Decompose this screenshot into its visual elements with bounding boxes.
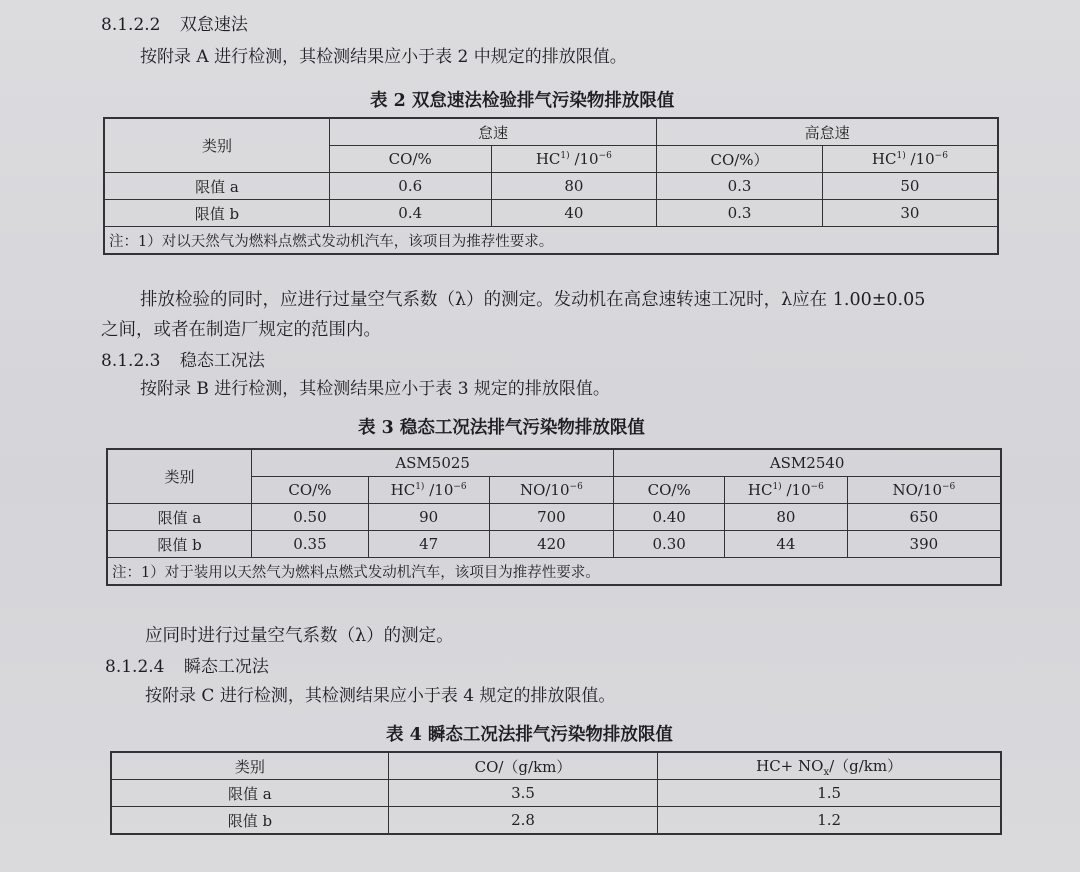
section-title: 瞬态工况法	[183, 657, 269, 677]
section-number: 8.1.2.3	[101, 351, 161, 371]
cell: 47	[368, 531, 489, 558]
cell: 0.6	[329, 173, 491, 200]
row-label: 限值 b	[107, 531, 252, 558]
header-no: $NO/10^{-6}$	[489, 477, 614, 504]
cell: 40	[491, 200, 657, 227]
paragraph: 按附录 C 进行检测，其检测结果应小于表 4 规定的排放限值。	[145, 686, 616, 706]
row-label: 限值 a	[104, 173, 329, 200]
cell: 0.30	[614, 531, 725, 558]
row-label: 限值 b	[111, 807, 388, 835]
cell: 0.35	[252, 531, 369, 558]
cell: 44	[725, 531, 848, 558]
cell: 3.5	[388, 780, 657, 807]
header-asm5025: ASM5025	[252, 449, 614, 477]
cell: 50	[822, 173, 998, 200]
table-4	[110, 751, 1002, 835]
row-label: 限值 a	[107, 504, 252, 531]
section-title: 双怠速法	[179, 15, 248, 35]
cell: 90	[368, 504, 489, 531]
cell: 0.4	[329, 200, 491, 227]
cell: 0.3	[657, 173, 823, 200]
cell: 0.40	[614, 504, 725, 531]
cell: 390	[847, 531, 1001, 558]
table-row	[107, 504, 1001, 531]
section-heading	[101, 10, 248, 35]
table-row	[104, 200, 998, 227]
header-hc: HC$^{1)}$ $/10^{-6}$	[368, 477, 489, 504]
header-no: $NO/10^{-6}$	[847, 477, 1001, 504]
header-hc: HC$^{1)}$ $/10^{-6}$	[822, 146, 998, 173]
header-co: CO/%	[252, 477, 369, 504]
table-row	[111, 780, 1001, 807]
cell: 0.50	[252, 504, 369, 531]
table-row	[107, 531, 1001, 558]
cell: 80	[725, 504, 848, 531]
header-co: CO/（g/km）	[388, 752, 657, 780]
cell: 80	[491, 173, 657, 200]
cell: 1.5	[658, 780, 1001, 807]
table-row	[104, 173, 998, 200]
cell: 30	[822, 200, 998, 227]
paragraph: 应同时进行过量空气系数（λ）的测定。	[145, 626, 454, 646]
table-note: 注：1）对以天然气为燃料点燃式发动机汽车，该项目为推荐性要求。	[104, 227, 998, 255]
table-2	[103, 117, 999, 255]
section-title: 稳态工况法	[179, 351, 265, 371]
header-category: 类别	[111, 752, 388, 780]
header-co: CO/%	[329, 146, 491, 173]
section-number: 8.1.2.4	[105, 657, 165, 677]
cell: 420	[489, 531, 614, 558]
header-category: 类别	[107, 449, 252, 504]
table-3	[106, 448, 1002, 586]
cell: 650	[847, 504, 1001, 531]
table-note: 注：1）对于装用以天然气为燃料点燃式发动机汽车，该项目为推荐性要求。	[107, 558, 1001, 586]
cell: 700	[489, 504, 614, 531]
cell: 0.3	[657, 200, 823, 227]
cell: 1.2	[658, 807, 1001, 835]
header-high-idle: 高怠速	[657, 118, 998, 146]
section-heading	[101, 346, 265, 371]
header-category: 类别	[104, 118, 329, 173]
header-co: CO/%）	[657, 146, 823, 173]
header-hc-nox: $HC+ NO_x/(g/km)$	[658, 752, 1001, 780]
row-label: 限值 b	[104, 200, 329, 227]
table-caption: 表 2 双怠速法检验排气污染物排放限值	[370, 91, 675, 111]
cell: 2.8	[388, 807, 657, 835]
table-caption: 表 3 稳态工况法排气污染物排放限值	[358, 418, 645, 438]
section-number: 8.1.2.2	[101, 15, 161, 35]
row-label: 限值 a	[111, 780, 388, 807]
header-co: CO/%	[614, 477, 725, 504]
header-idle: 怠速	[329, 118, 656, 146]
section-heading	[105, 652, 269, 677]
header-asm2540: ASM2540	[614, 449, 1001, 477]
paragraph: 之间，或者在制造厂规定的范围内。	[101, 320, 381, 340]
paragraph: 按附录 B 进行检测，其检测结果应小于表 3 规定的排放限值。	[140, 379, 610, 399]
header-hc: HC$^{1)}$ $/10^{-6}$	[725, 477, 848, 504]
header-hc: HC$^{1)}$ $/10^{-6}$	[491, 146, 657, 173]
paragraph: 排放检验的同时，应进行过量空气系数（λ）的测定。发动机在高怠速转速工况时，λ应在 1.00±0.05	[140, 290, 926, 310]
paragraph: 按附录 A 进行检测，其检测结果应小于表 2 中规定的排放限值。	[140, 47, 627, 67]
table-row	[111, 807, 1001, 835]
table-caption: 表 4 瞬态工况法排气污染物排放限值	[386, 725, 673, 745]
